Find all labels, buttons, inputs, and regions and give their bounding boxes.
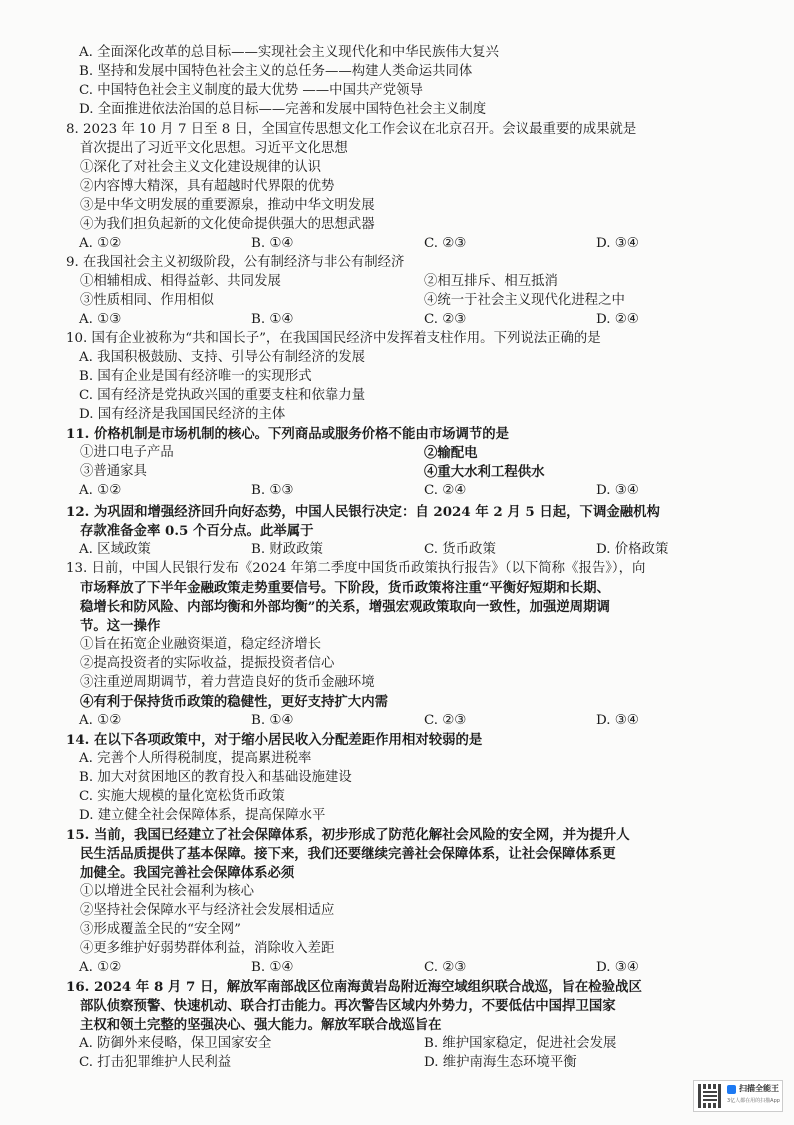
option-b: B. 坚持和发展中国特色社会主义的总任务——构建人类命运共同体 <box>79 64 473 79</box>
q13-statement-1: ①旨在拓宽企业融资渠道，稳定经济增长 <box>80 637 322 652</box>
q15-option-c: C. ②③ <box>424 960 467 975</box>
question-16-stem-3: 主权和领土完整的坚强决心、强大能力。解放军联合战巡旨在 <box>80 1017 442 1033</box>
q12-option-a: A. 区域政策 <box>79 542 151 557</box>
q9-statement-3: ③性质相同、作用相似 <box>80 293 214 308</box>
q15-statement-3: ③形成覆盖全民的“安全网” <box>80 922 241 937</box>
q11-statement-4: ④重大水利工程供水 <box>424 464 545 480</box>
q11-option-c: C. ②④ <box>424 483 467 498</box>
option-c: C. 中国特色社会主义制度的最大优势 ——中国共产党领导 <box>79 83 423 98</box>
q9-statement-4: ④统一于社会主义现代化进程之中 <box>424 293 625 308</box>
q13-option-a: A. ①② <box>79 713 122 728</box>
q13-statement-4: ④有利于保持货币政策的稳健性，更好支持扩大内需 <box>80 694 388 710</box>
q11-statement-1: ①进口电子产品 <box>80 445 174 460</box>
q11-option-a: A. ①② <box>79 483 122 498</box>
q9-option-a: A. ①③ <box>79 312 122 327</box>
q8-statement-4: ④为我们担负起新的文化使命提供强大的思想武器 <box>80 217 375 232</box>
q13-statement-3: ③注重逆周期调节，着力营造良好的货币金融环境 <box>80 675 375 690</box>
q12-option-d: D. 价格政策 <box>596 542 669 557</box>
scanner-subtitle: 3亿人都在用的扫描App <box>727 1098 780 1104</box>
question-16-stem: 16. 2024 年 8 月 7 日，解放军南部战区位南海黄岩岛附近海空域组织联合战巡，旨在检验战区 <box>66 979 642 995</box>
question-8-stem: 8. 2023 年 10 月 7 日至 8 日，全国宣传思想文化工作会议在北京召开。会议最重要的成果就是 <box>66 122 637 137</box>
q8-statement-1: ①深化了对社会主义文化建设规律的认识 <box>80 160 322 175</box>
q8-option-d: D. ③④ <box>596 236 639 251</box>
q9-option-c: C. ②③ <box>424 312 467 327</box>
q16-option-a: A. 防御外来侵略，保卫国家安全 <box>79 1036 272 1051</box>
question-8-stem-cont: 首次提出了习近平文化思想。习近平文化思想 <box>80 141 348 156</box>
q14-option-c: C. 实施大规模的量化宽松货币政策 <box>79 789 285 804</box>
q8-option-a: A. ①② <box>79 236 122 251</box>
q12-option-b: B. 财政政策 <box>251 542 323 557</box>
q8-statement-3: ③是中华文明发展的重要源泉，推动中华文明发展 <box>80 198 375 213</box>
q10-option-b: B. 国有企业是国有经济唯一的实现形式 <box>79 369 312 384</box>
q15-statement-2: ②坚持社会保障水平与经济社会发展相适应 <box>80 903 335 918</box>
q10-option-d: D. 国有经济是我国国民经济的主体 <box>79 407 286 422</box>
q8-option-c: C. ②③ <box>424 236 467 251</box>
q11-statement-2: ②输配电 <box>424 445 478 461</box>
q11-option-b: B. ①③ <box>251 483 294 498</box>
question-14-stem: 14. 在以下各项政策中，对于缩小居民收入分配差距作用相对较弱的是 <box>66 732 483 748</box>
q13-option-b: B. ①④ <box>251 713 294 728</box>
q15-option-a: A. ①② <box>79 960 122 975</box>
q11-statement-3: ③普通家具 <box>80 464 147 479</box>
q14-option-b: B. 加大对贫困地区的教育投入和基础设施建设 <box>79 770 352 785</box>
question-12-stem-cont: 存款准备金率 0.5 个百分点。此举属于 <box>80 523 314 539</box>
scanner-watermark <box>693 1080 783 1112</box>
question-13-stem-3: 稳增长和防风险、内部均衡和外部均衡”的关系，增强宏观政策取向一致性，加强逆周期调 <box>80 599 610 615</box>
q16-option-b: B. 维护国家稳定，促进社会发展 <box>424 1036 617 1051</box>
q15-statement-4: ④更多维护好弱势群体利益，消除收入差距 <box>80 941 335 956</box>
scanner-title: 扫描全能王 <box>739 1084 779 1093</box>
q14-option-d: D. 建立健全社会保障体系，提高保障水平 <box>79 808 326 823</box>
question-15-stem-2: 民生活品质提供了基本保障。接下来，我们还要继续完善社会保障体系，让社会保障体系更 <box>80 846 616 862</box>
q13-option-d: D. ③④ <box>596 713 639 728</box>
q8-statement-2: ②内容博大精深，具有超越时代界限的优势 <box>80 179 335 194</box>
q13-option-c: C. ②③ <box>424 713 467 728</box>
question-15-stem: 15. 当前，我国已经建立了社会保障体系，初步形成了防范化解社会风险的安全网，并为提升人 <box>66 827 630 843</box>
q15-option-d: D. ③④ <box>596 960 639 975</box>
qr-code-icon <box>698 1084 722 1108</box>
question-13-stem-2: 市场释放了下半年金融政策走势重要信号。下阶段，货币政策将注重“平衡好短期和长期、 <box>80 580 610 596</box>
q15-option-b: B. ①④ <box>251 960 294 975</box>
q14-option-a: A. 完善个人所得税制度，提高累进税率 <box>79 751 312 766</box>
question-13-stem-4: 节。这一操作 <box>80 618 161 634</box>
question-13-stem: 13. 日前，中国人民银行发布《2024 年第二季度中国货币政策执行报告》（以下简称《报告》），向 <box>66 561 646 576</box>
option-d: D. 全面推进依法治国的总目标——完善和发展中国特色社会主义制度 <box>79 102 487 117</box>
question-11-stem: 11. 价格机制是市场机制的核心。下列商品或服务价格不能由市场调节的是 <box>66 426 510 442</box>
q9-statement-1: ①相辅相成、相得益彰、共同发展 <box>80 274 281 289</box>
q9-option-d: D. ②④ <box>596 312 639 327</box>
question-12-stem: 12. 为巩固和增强经济回升向好态势，中国人民银行决定：自 2024 年 2 月 5 日起，下调金融机构 <box>66 504 660 520</box>
q9-option-b: B. ①④ <box>251 312 294 327</box>
option-a: A. 全面深化改革的总目标——实现社会主义现代化和中华民族伟大复兴 <box>79 45 499 60</box>
q10-option-c: C. 国有经济是党执政兴国的重要支柱和依靠力量 <box>79 388 366 403</box>
question-15-stem-3: 加健全。我国完善社会保障体系必须 <box>80 865 295 881</box>
question-9-stem: 9. 在我国社会主义初级阶段，公有制经济与非公有制经济 <box>66 255 405 270</box>
q15-statement-1: ①以增进全民社会福利为核心 <box>80 884 255 899</box>
q13-statement-2: ②提高投资者的实际收益，提振投资者信心 <box>80 656 335 671</box>
q8-option-b: B. ①④ <box>251 236 294 251</box>
q16-option-d: D. 维护南海生态环境平衡 <box>424 1055 577 1070</box>
q12-option-c: C. 货币政策 <box>424 542 496 557</box>
q16-option-c: C. 打击犯罪维护人民利益 <box>79 1055 232 1070</box>
question-16-stem-2: 部队侦察预警、快速机动、联合打击能力。再次警告区域内外势力，不要低估中国捍卫国家 <box>80 998 616 1014</box>
question-10-stem: 10. 国有企业被称为“共和国长子”，在我国国民经济中发挥着支柱作用。下列说法正确的是 <box>66 331 601 346</box>
q10-option-a: A. 我国积极鼓励、支持、引导公有制经济的发展 <box>79 350 365 365</box>
q9-statement-2: ②相互排斥、相互抵消 <box>424 274 558 289</box>
scanner-logo-icon <box>727 1085 736 1094</box>
q11-option-d: D. ③④ <box>596 483 639 498</box>
